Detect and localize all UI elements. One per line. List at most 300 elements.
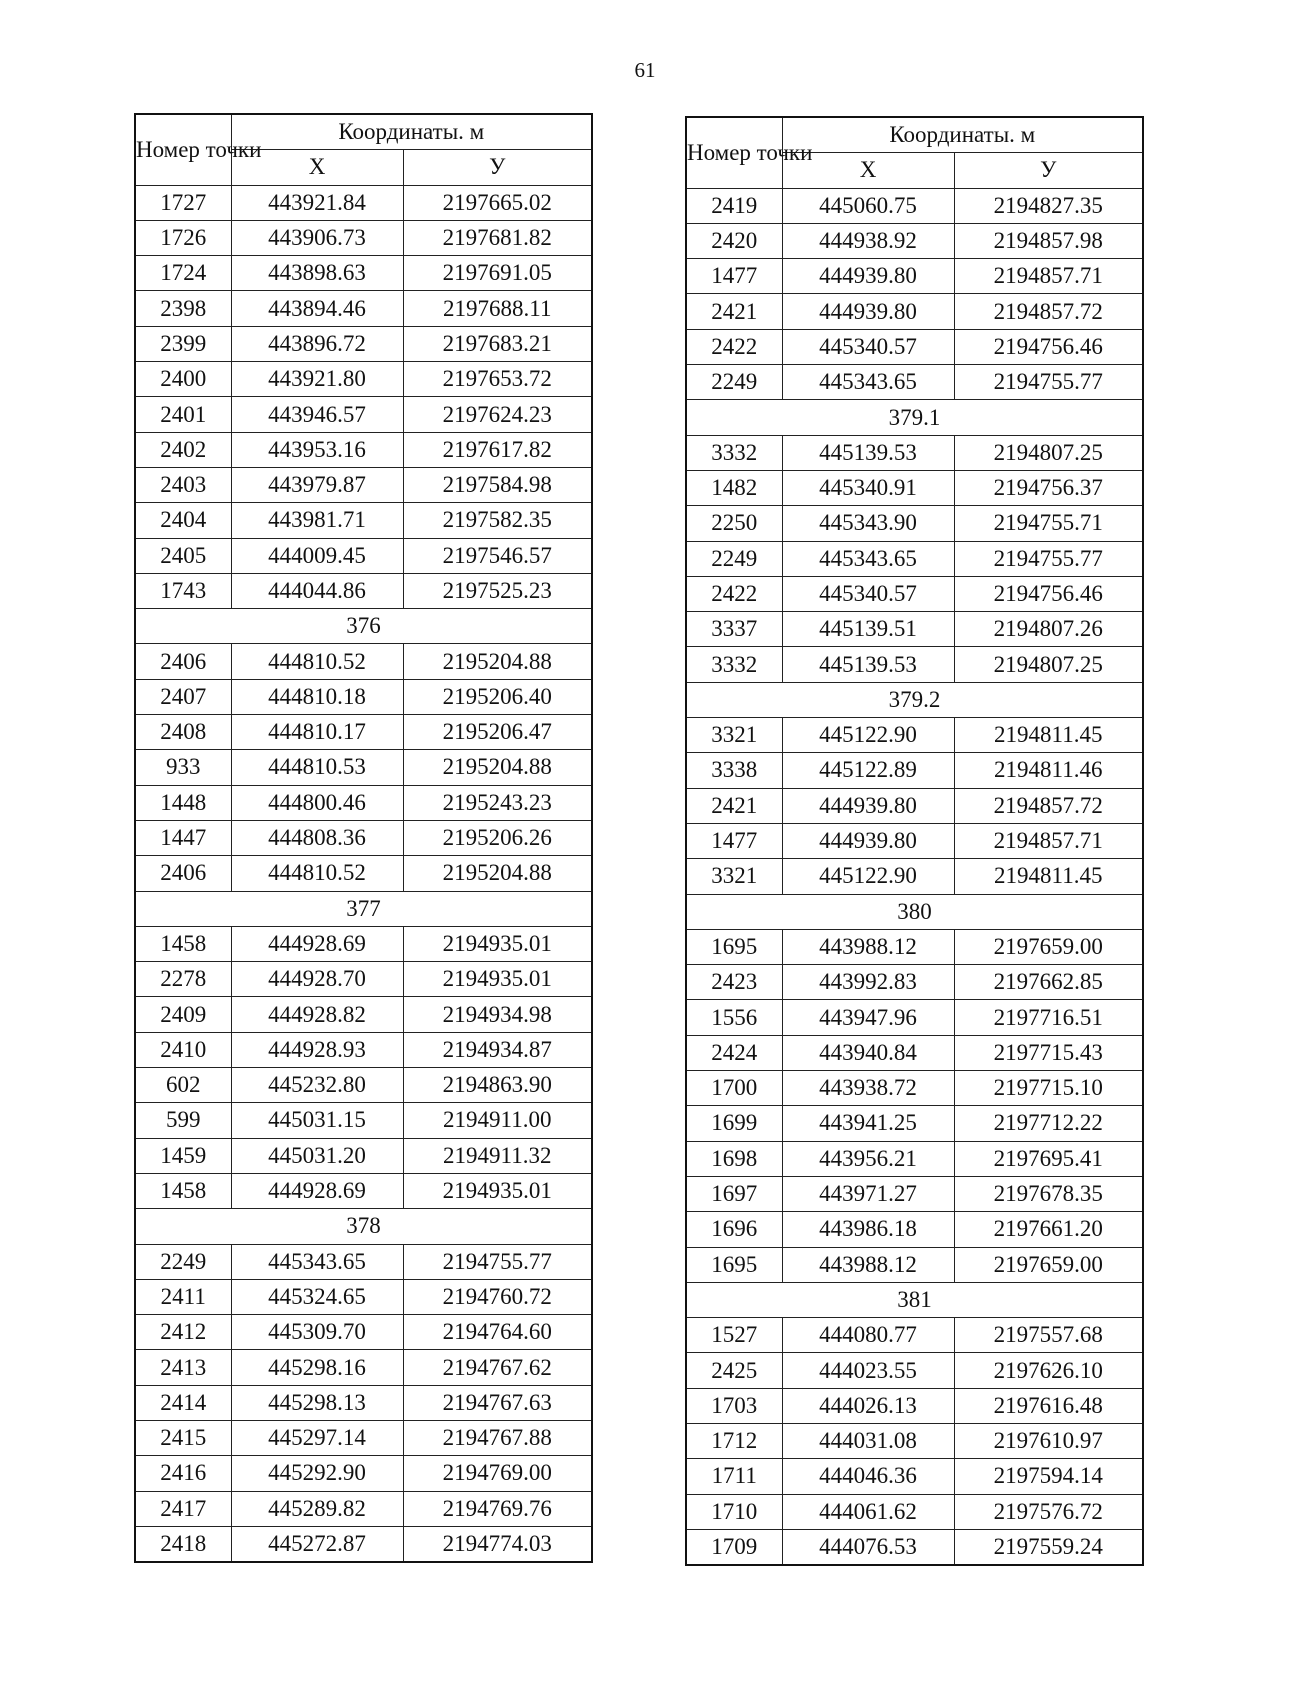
y-coordinate-cell: 2197659.00 — [954, 929, 1143, 964]
point-number-cell: 2249 — [686, 365, 782, 400]
table-row — [135, 1385, 592, 1420]
point-number-cell: 1743 — [135, 573, 231, 608]
x-coordinate-cell: 445340.91 — [782, 470, 954, 505]
x-coordinate-cell: 444939.80 — [782, 259, 954, 294]
point-number-cell: 2421 — [686, 788, 782, 823]
point-number-cell: 2417 — [135, 1491, 231, 1526]
point-number-cell: 1477 — [686, 259, 782, 294]
y-coordinate-cell: 2197624.23 — [403, 397, 592, 432]
y-coordinate-cell: 2197576.72 — [954, 1494, 1143, 1529]
y-coordinate-cell: 2194767.88 — [403, 1420, 592, 1455]
x-coordinate-cell: 443906.73 — [231, 220, 403, 255]
point-number-cell: 2278 — [135, 962, 231, 997]
section-row — [686, 1282, 1143, 1317]
point-number-cell: 1477 — [686, 823, 782, 858]
section-number: 379.1 — [686, 400, 1143, 435]
x-coordinate-cell: 445139.53 — [782, 435, 954, 470]
point-number-cell: 2249 — [686, 541, 782, 576]
point-number-cell: 1695 — [686, 929, 782, 964]
x-coordinate-cell: 444810.52 — [231, 644, 403, 679]
y-coordinate-cell: 2194807.25 — [954, 435, 1143, 470]
x-coordinate-cell: 444810.18 — [231, 679, 403, 714]
table-row — [686, 294, 1143, 329]
y-coordinate-cell: 2197683.21 — [403, 326, 592, 361]
table-row — [686, 1141, 1143, 1176]
table-row — [686, 329, 1143, 364]
x-coordinate-cell: 444046.36 — [782, 1459, 954, 1494]
table-row — [135, 256, 592, 291]
point-number-cell: 1447 — [135, 820, 231, 855]
table-row — [686, 965, 1143, 1000]
table-row — [686, 506, 1143, 541]
x-coordinate-cell: 444808.36 — [231, 820, 403, 855]
table-row — [686, 541, 1143, 576]
point-number-cell: 1459 — [135, 1138, 231, 1173]
y-coordinate-cell: 2194911.00 — [403, 1103, 592, 1138]
x-coordinate-cell: 443921.84 — [231, 185, 403, 220]
point-number-cell: 2421 — [686, 294, 782, 329]
table-row — [135, 926, 592, 961]
x-coordinate-cell: 445343.65 — [782, 365, 954, 400]
y-coordinate-cell: 2194756.46 — [954, 329, 1143, 364]
table-row — [135, 997, 592, 1032]
y-coordinate-cell: 2197559.24 — [954, 1529, 1143, 1565]
y-coordinate-cell: 2197712.22 — [954, 1106, 1143, 1141]
table-row — [135, 1350, 592, 1385]
table-row — [135, 715, 592, 750]
y-coordinate-cell: 2197716.51 — [954, 1000, 1143, 1035]
table-row — [135, 362, 592, 397]
y-coordinate-cell: 2197662.85 — [954, 965, 1143, 1000]
x-coordinate-cell: 444044.86 — [231, 573, 403, 608]
y-coordinate-cell: 2197688.11 — [403, 291, 592, 326]
point-number-cell: 2399 — [135, 326, 231, 361]
point-number-cell: 1458 — [135, 926, 231, 961]
point-number-cell: 2413 — [135, 1350, 231, 1385]
y-coordinate-cell: 2194760.72 — [403, 1279, 592, 1314]
table-row — [135, 432, 592, 467]
point-number-cell: 2400 — [135, 362, 231, 397]
section-number: 379.2 — [686, 682, 1143, 717]
y-coordinate-cell: 2194935.01 — [403, 926, 592, 961]
y-coordinate-cell: 2194764.60 — [403, 1315, 592, 1350]
x-coordinate-cell: 444928.93 — [231, 1032, 403, 1067]
header-point-number: Номер точки — [135, 114, 231, 185]
x-coordinate-cell: 443981.71 — [231, 503, 403, 538]
section-number: 376 — [135, 609, 592, 644]
table-row — [686, 365, 1143, 400]
header-coordinates: Координаты. м — [782, 117, 1143, 153]
section-number: 381 — [686, 1282, 1143, 1317]
y-coordinate-cell: 2197661.20 — [954, 1212, 1143, 1247]
point-number-cell: 599 — [135, 1103, 231, 1138]
x-coordinate-cell: 445343.65 — [782, 541, 954, 576]
x-coordinate-cell: 445289.82 — [231, 1491, 403, 1526]
table-row — [135, 1068, 592, 1103]
section-row — [686, 894, 1143, 929]
point-number-cell: 2422 — [686, 576, 782, 611]
table-row — [686, 1247, 1143, 1282]
point-number-cell: 602 — [135, 1068, 231, 1103]
table-row — [135, 1279, 592, 1314]
table-row — [686, 470, 1143, 505]
point-number-cell: 3321 — [686, 718, 782, 753]
x-coordinate-cell: 444800.46 — [231, 785, 403, 820]
y-coordinate-cell: 2194774.03 — [403, 1526, 592, 1562]
point-number-cell: 1703 — [686, 1388, 782, 1423]
x-coordinate-cell: 444810.52 — [231, 856, 403, 891]
point-number-cell: 1726 — [135, 220, 231, 255]
y-coordinate-cell: 2194755.71 — [954, 506, 1143, 541]
x-coordinate-cell: 444928.82 — [231, 997, 403, 1032]
y-coordinate-cell: 2195204.88 — [403, 644, 592, 679]
y-coordinate-cell: 2197546.57 — [403, 538, 592, 573]
point-number-cell: 2403 — [135, 467, 231, 502]
header-coordinates: Координаты. м — [231, 114, 592, 150]
x-coordinate-cell: 443898.63 — [231, 256, 403, 291]
table-row — [135, 291, 592, 326]
table-row — [686, 929, 1143, 964]
table-row — [135, 1491, 592, 1526]
table-row — [686, 1035, 1143, 1070]
x-coordinate-cell: 445340.57 — [782, 329, 954, 364]
point-number-cell: 2250 — [686, 506, 782, 541]
point-number-cell: 1727 — [135, 185, 231, 220]
table-row — [135, 538, 592, 573]
point-number-cell: 1556 — [686, 1000, 782, 1035]
section-row — [135, 891, 592, 926]
x-coordinate-cell: 443894.46 — [231, 291, 403, 326]
table-row — [686, 612, 1143, 647]
y-coordinate-cell: 2197557.68 — [954, 1318, 1143, 1353]
x-coordinate-cell: 444026.13 — [782, 1388, 954, 1423]
y-coordinate-cell: 2194857.71 — [954, 823, 1143, 858]
header-point-number: Номер точки — [686, 117, 782, 188]
point-number-cell: 2410 — [135, 1032, 231, 1067]
table-row — [686, 223, 1143, 258]
point-number-cell: 2423 — [686, 965, 782, 1000]
x-coordinate-cell: 444031.08 — [782, 1423, 954, 1458]
x-coordinate-cell: 444939.80 — [782, 294, 954, 329]
x-coordinate-cell: 445060.75 — [782, 188, 954, 223]
point-number-cell: 2406 — [135, 644, 231, 679]
point-number-cell: 3332 — [686, 647, 782, 682]
coordinates-table-right — [685, 116, 1144, 1566]
x-coordinate-cell: 445343.65 — [231, 1244, 403, 1279]
table-row — [686, 1494, 1143, 1529]
x-coordinate-cell: 443941.25 — [782, 1106, 954, 1141]
table-row — [135, 962, 592, 997]
point-number-cell: 2404 — [135, 503, 231, 538]
y-coordinate-cell: 2197610.97 — [954, 1423, 1143, 1458]
point-number-cell: 1695 — [686, 1247, 782, 1282]
y-coordinate-cell: 2195204.88 — [403, 750, 592, 785]
table-row — [135, 1315, 592, 1350]
x-coordinate-cell: 443896.72 — [231, 326, 403, 361]
table-row — [686, 1000, 1143, 1035]
table-row — [686, 647, 1143, 682]
point-number-cell: 2416 — [135, 1456, 231, 1491]
y-coordinate-cell: 2194811.46 — [954, 753, 1143, 788]
table-row — [135, 220, 592, 255]
x-coordinate-cell: 445309.70 — [231, 1315, 403, 1350]
x-coordinate-cell: 445297.14 — [231, 1420, 403, 1455]
point-number-cell: 1458 — [135, 1173, 231, 1208]
table-row — [135, 679, 592, 714]
table-row — [686, 1353, 1143, 1388]
point-number-cell: 1699 — [686, 1106, 782, 1141]
y-coordinate-cell: 2194857.98 — [954, 223, 1143, 258]
x-coordinate-cell: 444928.69 — [231, 1173, 403, 1208]
x-coordinate-cell: 444810.17 — [231, 715, 403, 750]
point-number-cell: 2415 — [135, 1420, 231, 1455]
y-coordinate-cell: 2194807.26 — [954, 612, 1143, 647]
point-number-cell: 2422 — [686, 329, 782, 364]
y-coordinate-cell: 2197584.98 — [403, 467, 592, 502]
table-row — [686, 188, 1143, 223]
y-coordinate-cell: 2194755.77 — [954, 541, 1143, 576]
y-coordinate-cell: 2194857.72 — [954, 788, 1143, 823]
point-number-cell: 2398 — [135, 291, 231, 326]
x-coordinate-cell: 443992.83 — [782, 965, 954, 1000]
y-coordinate-cell: 2197659.00 — [954, 1247, 1143, 1282]
page-number: 61 — [634, 58, 656, 82]
table-row — [135, 1456, 592, 1491]
point-number-cell: 2406 — [135, 856, 231, 891]
point-number-cell: 3332 — [686, 435, 782, 470]
table-row — [135, 1103, 592, 1138]
x-coordinate-cell: 443921.80 — [231, 362, 403, 397]
section-number: 377 — [135, 891, 592, 926]
point-number-cell: 2401 — [135, 397, 231, 432]
y-coordinate-cell: 2194857.71 — [954, 259, 1143, 294]
x-coordinate-cell: 445343.90 — [782, 506, 954, 541]
table-row — [135, 785, 592, 820]
table-row — [686, 1529, 1143, 1565]
point-number-cell: 2420 — [686, 223, 782, 258]
table-row — [686, 1459, 1143, 1494]
table-row — [135, 1173, 592, 1208]
y-coordinate-cell: 2194767.63 — [403, 1385, 592, 1420]
x-coordinate-cell: 443946.57 — [231, 397, 403, 432]
section-row — [686, 682, 1143, 717]
x-coordinate-cell: 444939.80 — [782, 788, 954, 823]
table-row — [135, 397, 592, 432]
y-coordinate-cell: 2194767.62 — [403, 1350, 592, 1385]
x-coordinate-cell: 445298.16 — [231, 1350, 403, 1385]
table-row — [686, 1423, 1143, 1458]
x-coordinate-cell: 443971.27 — [782, 1176, 954, 1211]
point-number-cell: 1448 — [135, 785, 231, 820]
y-coordinate-cell: 2195204.88 — [403, 856, 592, 891]
point-number-cell: 1700 — [686, 1071, 782, 1106]
table-row — [686, 1212, 1143, 1247]
table-row — [686, 1388, 1143, 1423]
point-number-cell: 1709 — [686, 1529, 782, 1565]
header-y: У — [954, 153, 1143, 188]
y-coordinate-cell: 2197626.10 — [954, 1353, 1143, 1388]
point-number-cell: 2402 — [135, 432, 231, 467]
y-coordinate-cell: 2197616.48 — [954, 1388, 1143, 1423]
point-number-cell: 1710 — [686, 1494, 782, 1529]
x-coordinate-cell: 445324.65 — [231, 1279, 403, 1314]
y-coordinate-cell: 2194863.90 — [403, 1068, 592, 1103]
x-coordinate-cell: 445122.90 — [782, 859, 954, 894]
point-number-cell: 1697 — [686, 1176, 782, 1211]
x-coordinate-cell: 444810.53 — [231, 750, 403, 785]
point-number-cell: 2405 — [135, 538, 231, 573]
y-coordinate-cell: 2194857.72 — [954, 294, 1143, 329]
x-coordinate-cell: 445232.80 — [231, 1068, 403, 1103]
x-coordinate-cell: 445122.89 — [782, 753, 954, 788]
x-coordinate-cell: 444076.53 — [782, 1529, 954, 1565]
y-coordinate-cell: 2194935.01 — [403, 1173, 592, 1208]
table-row — [135, 1032, 592, 1067]
y-coordinate-cell: 2197715.43 — [954, 1035, 1143, 1070]
y-coordinate-cell: 2197594.14 — [954, 1459, 1143, 1494]
point-number-cell: 2411 — [135, 1279, 231, 1314]
x-coordinate-cell: 444080.77 — [782, 1318, 954, 1353]
x-coordinate-cell: 445292.90 — [231, 1456, 403, 1491]
x-coordinate-cell: 443938.72 — [782, 1071, 954, 1106]
table-row — [686, 788, 1143, 823]
table-row — [686, 859, 1143, 894]
y-coordinate-cell: 2194807.25 — [954, 647, 1143, 682]
table-row — [135, 856, 592, 891]
x-coordinate-cell: 445031.15 — [231, 1103, 403, 1138]
point-number-cell: 2412 — [135, 1315, 231, 1350]
header-x: X — [782, 153, 954, 188]
table-row — [135, 185, 592, 220]
y-coordinate-cell: 2194769.76 — [403, 1491, 592, 1526]
table-row — [686, 576, 1143, 611]
point-number-cell: 933 — [135, 750, 231, 785]
x-coordinate-cell: 445122.90 — [782, 718, 954, 753]
point-number-cell: 2425 — [686, 1353, 782, 1388]
y-coordinate-cell: 2194827.35 — [954, 188, 1143, 223]
point-number-cell: 1698 — [686, 1141, 782, 1176]
point-number-cell: 2418 — [135, 1526, 231, 1562]
point-number-cell: 3337 — [686, 612, 782, 647]
table-row — [135, 644, 592, 679]
x-coordinate-cell: 443988.12 — [782, 929, 954, 964]
point-number-cell: 2408 — [135, 715, 231, 750]
y-coordinate-cell: 2194755.77 — [954, 365, 1143, 400]
point-number-cell: 1527 — [686, 1318, 782, 1353]
y-coordinate-cell: 2197653.72 — [403, 362, 592, 397]
point-number-cell: 3321 — [686, 859, 782, 894]
x-coordinate-cell: 444009.45 — [231, 538, 403, 573]
table-row — [135, 820, 592, 855]
point-number-cell: 1711 — [686, 1459, 782, 1494]
y-coordinate-cell: 2197617.82 — [403, 432, 592, 467]
point-number-cell: 2407 — [135, 679, 231, 714]
section-number: 380 — [686, 894, 1143, 929]
table-row — [686, 259, 1143, 294]
y-coordinate-cell: 2197695.41 — [954, 1141, 1143, 1176]
y-coordinate-cell: 2197681.82 — [403, 220, 592, 255]
x-coordinate-cell: 445139.53 — [782, 647, 954, 682]
x-coordinate-cell: 444938.92 — [782, 223, 954, 258]
y-coordinate-cell: 2194934.87 — [403, 1032, 592, 1067]
point-number-cell: 2414 — [135, 1385, 231, 1420]
x-coordinate-cell: 443940.84 — [782, 1035, 954, 1070]
table-row — [135, 1244, 592, 1279]
y-coordinate-cell: 2194756.46 — [954, 576, 1143, 611]
section-row — [135, 1209, 592, 1244]
y-coordinate-cell: 2195206.26 — [403, 820, 592, 855]
table-row — [686, 1176, 1143, 1211]
x-coordinate-cell: 443988.12 — [782, 1247, 954, 1282]
y-coordinate-cell: 2197678.35 — [954, 1176, 1143, 1211]
x-coordinate-cell: 443979.87 — [231, 467, 403, 502]
point-number-cell: 1482 — [686, 470, 782, 505]
header-x: X — [231, 150, 403, 185]
section-row — [135, 609, 592, 644]
y-coordinate-cell: 2194769.00 — [403, 1456, 592, 1491]
table-row — [686, 435, 1143, 470]
y-coordinate-cell: 2197525.23 — [403, 573, 592, 608]
y-coordinate-cell: 2197582.35 — [403, 503, 592, 538]
table-row — [686, 1071, 1143, 1106]
point-number-cell: 3338 — [686, 753, 782, 788]
x-coordinate-cell: 443956.21 — [782, 1141, 954, 1176]
x-coordinate-cell: 445031.20 — [231, 1138, 403, 1173]
table-row — [135, 1526, 592, 1562]
point-number-cell: 2409 — [135, 997, 231, 1032]
table-row — [686, 753, 1143, 788]
section-number: 378 — [135, 1209, 592, 1244]
table-row — [135, 467, 592, 502]
y-coordinate-cell: 2195206.47 — [403, 715, 592, 750]
table-row — [135, 750, 592, 785]
point-number-cell: 1696 — [686, 1212, 782, 1247]
x-coordinate-cell: 444928.69 — [231, 926, 403, 961]
y-coordinate-cell: 2197715.10 — [954, 1071, 1143, 1106]
point-number-cell: 1712 — [686, 1423, 782, 1458]
table-row — [135, 1420, 592, 1455]
y-coordinate-cell: 2194755.77 — [403, 1244, 592, 1279]
x-coordinate-cell: 445272.87 — [231, 1526, 403, 1562]
y-coordinate-cell: 2194934.98 — [403, 997, 592, 1032]
point-number-cell: 1724 — [135, 256, 231, 291]
x-coordinate-cell: 444061.62 — [782, 1494, 954, 1529]
table-row — [686, 718, 1143, 753]
y-coordinate-cell: 2194811.45 — [954, 859, 1143, 894]
y-coordinate-cell: 2197691.05 — [403, 256, 592, 291]
table-row — [135, 326, 592, 361]
table-row — [135, 503, 592, 538]
point-number-cell: 2424 — [686, 1035, 782, 1070]
table-row — [135, 573, 592, 608]
x-coordinate-cell: 445139.51 — [782, 612, 954, 647]
point-number-cell: 2249 — [135, 1244, 231, 1279]
y-coordinate-cell: 2194911.32 — [403, 1138, 592, 1173]
table-row — [135, 1138, 592, 1173]
x-coordinate-cell: 445298.13 — [231, 1385, 403, 1420]
section-row — [686, 400, 1143, 435]
coordinates-table-left — [134, 113, 593, 1563]
x-coordinate-cell: 443953.16 — [231, 432, 403, 467]
y-coordinate-cell: 2195206.40 — [403, 679, 592, 714]
x-coordinate-cell: 444939.80 — [782, 823, 954, 858]
x-coordinate-cell: 443986.18 — [782, 1212, 954, 1247]
header-y: У — [403, 150, 592, 185]
table-row — [686, 823, 1143, 858]
x-coordinate-cell: 445340.57 — [782, 576, 954, 611]
y-coordinate-cell: 2197665.02 — [403, 185, 592, 220]
table-row — [686, 1318, 1143, 1353]
